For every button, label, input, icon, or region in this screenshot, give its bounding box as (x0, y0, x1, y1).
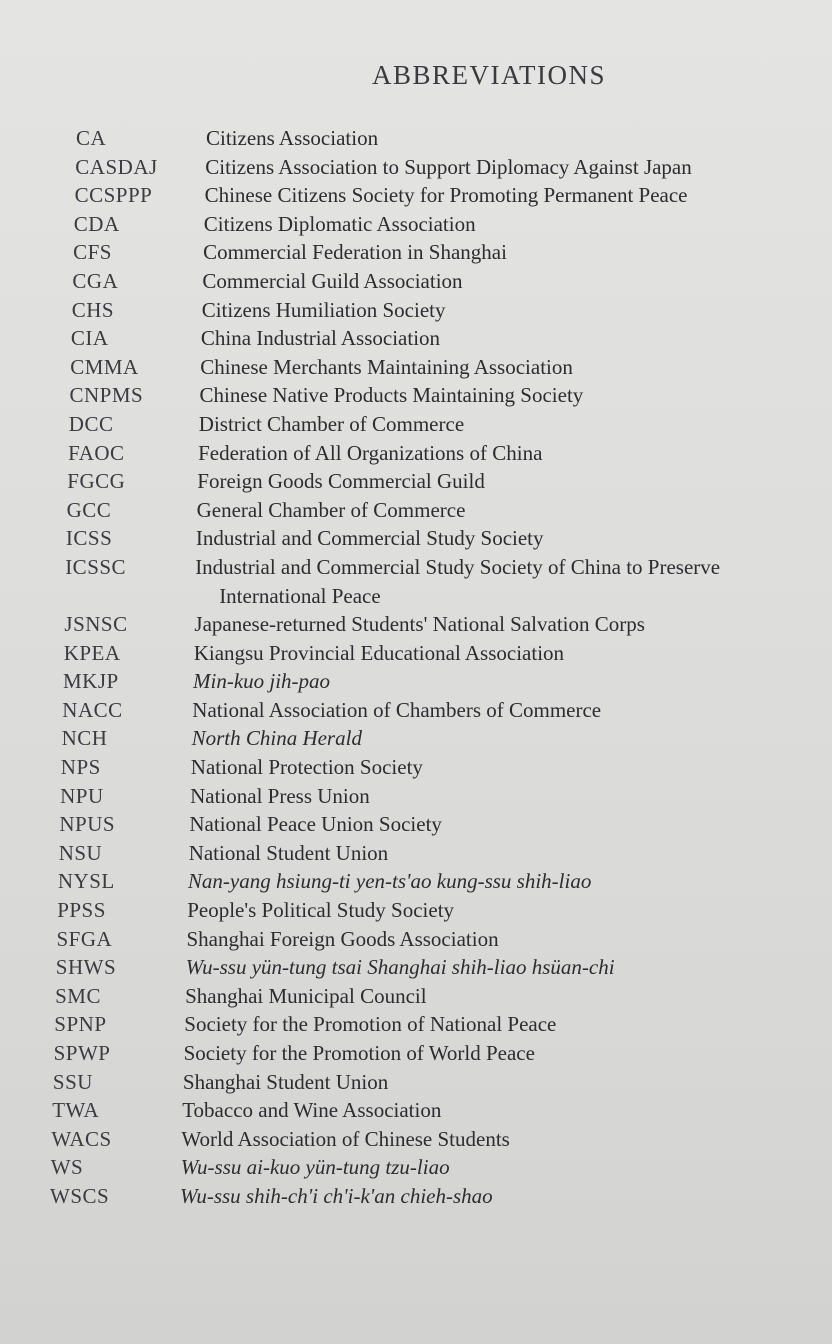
abbreviation-definition: Chinese Native Products Maintaining Society (199, 383, 584, 408)
abbreviation-term: SSU (52, 1069, 93, 1094)
abbreviation-entry (0, 953, 832, 982)
abbreviation-entry (0, 1010, 832, 1039)
abbreviation-term: ICSSC (65, 554, 127, 579)
abbreviation-entry (0, 524, 832, 553)
abbreviation-definition: Shanghai Municipal Council (185, 983, 427, 1008)
abbreviation-term: CMMA (70, 354, 139, 379)
abbreviation-term: SFGA (56, 926, 113, 951)
abbreviation-definition: Citizens Association to Support Diplomacy Against Japan (205, 154, 692, 179)
abbreviation-term: WACS (51, 1126, 112, 1151)
abbreviation-definition: Citizens Diplomatic Association (203, 211, 476, 236)
abbreviation-entry (0, 353, 832, 382)
abbreviation-entry (0, 982, 832, 1011)
abbreviation-entry (0, 296, 832, 325)
abbreviation-definition: Shanghai Student Union (182, 1069, 389, 1094)
abbreviation-definition: Wu-ssu ai-kuo yün-tung tzu-liao (180, 1155, 450, 1180)
abbreviation-term: NACC (62, 697, 123, 722)
abbreviation-definition: Wu-ssu shih-ch'i ch'i-k'an chieh-shao (180, 1183, 493, 1208)
abbreviation-entry (0, 839, 832, 868)
abbreviation-definition: China Industrial Association (200, 326, 441, 351)
abbreviation-definition: Citizens Association (206, 126, 379, 150)
abbreviation-term: CDA (73, 211, 120, 236)
abbreviation-definition: District Chamber of Commerce (198, 411, 465, 436)
abbreviation-definition: Tobacco and Wine Association (182, 1098, 442, 1123)
abbreviation-term: SMC (55, 983, 101, 1008)
abbreviation-definition: Wu-ssu yün-tung tsai Shanghai shih-liao hsüan-chi (185, 955, 615, 980)
abbreviation-definition: Chinese Citizens Society for Promoting Permanent Peace (204, 183, 688, 208)
abbreviation-definition: Commercial Federation in Shanghai (203, 240, 507, 265)
abbreviation-term: WSCS (50, 1183, 110, 1208)
abbreviation-entry (0, 210, 832, 239)
abbreviation-entry (0, 1096, 832, 1125)
abbreviation-definition: Min-kuo jih-pao (193, 669, 331, 694)
abbreviation-term: NPS (60, 755, 101, 780)
abbreviation-term: DCC (68, 411, 114, 436)
abbreviation-entry (0, 782, 832, 811)
abbreviation-term: WS (50, 1155, 84, 1180)
abbreviation-term: GCC (66, 497, 112, 522)
abbreviation-definition: Federation of All Organizations of China (198, 440, 543, 465)
abbreviation-entry (0, 238, 832, 267)
abbreviation-term: NSU (58, 840, 103, 865)
abbreviation-definition: Kiangsu Provincial Educational Association (193, 640, 565, 665)
abbreviation-entry (0, 696, 832, 725)
abbreviation-entry (0, 667, 832, 696)
abbreviation-entry (0, 439, 832, 468)
abbreviation-entry (0, 724, 832, 753)
abbreviation-entry (0, 1182, 832, 1211)
abbreviation-term: NPU (60, 783, 104, 808)
abbreviation-term: SPNP (54, 1012, 107, 1037)
abbreviation-term: TWA (52, 1098, 100, 1123)
page-title: ABBREVIATIONS (372, 60, 607, 90)
abbreviation-entry (0, 1068, 832, 1097)
abbreviation-entry (0, 410, 832, 439)
abbreviation-entry (0, 267, 832, 296)
abbreviation-entry (0, 153, 832, 182)
abbreviation-definition: National Peace Union Society (189, 812, 442, 837)
abbreviation-definition: North China Herald (191, 726, 362, 751)
abbreviation-definition: World Association of Chinese Students (181, 1126, 510, 1151)
abbreviation-entry (0, 1125, 832, 1154)
abbreviation-term: SHWS (55, 955, 117, 980)
abbreviation-definition: Society for the Promotion of National Peace (184, 1012, 557, 1037)
abbreviation-entry (0, 639, 832, 668)
abbreviation-term: CA (76, 126, 107, 150)
definition-line: Industrial and Commercial Study Society of China to Preserve (195, 554, 721, 579)
abbreviation-entry (0, 324, 832, 353)
abbreviation-list (0, 124, 832, 1211)
abbreviation-term: CCSPPP (74, 183, 153, 208)
abbreviation-entry (0, 496, 832, 525)
abbreviation-definition: Japanese-returned Students' National Salvation Corps (194, 612, 645, 637)
abbreviation-term: ICSS (65, 526, 113, 551)
abbreviation-definition: Chinese Merchants Maintaining Association (200, 354, 573, 379)
abbreviation-entry (0, 610, 832, 639)
abbreviation-entry (0, 124, 832, 153)
abbreviation-definition (195, 553, 832, 610)
abbreviation-entry (0, 925, 832, 954)
abbreviation-entry (0, 810, 832, 839)
abbreviation-definition: Commercial Guild Association (202, 268, 463, 293)
abbreviation-term: FAOC (68, 440, 125, 465)
abbreviation-term: CHS (71, 297, 115, 322)
abbreviation-definition: Shanghai Foreign Goods Association (186, 926, 499, 951)
abbreviation-definition: Foreign Goods Commercial Guild (197, 469, 485, 494)
abbreviation-term: PPSS (57, 898, 106, 923)
abbreviation-definition: National Press Union (190, 783, 370, 808)
abbreviation-term: NPUS (59, 812, 116, 837)
abbreviation-entry (0, 467, 832, 496)
definition-continuation: International Peace (219, 583, 381, 608)
abbreviation-term: FGCG (67, 469, 126, 494)
abbreviation-definition: Citizens Humiliation Society (201, 297, 446, 322)
abbreviation-term: CGA (72, 268, 119, 293)
abbreviation-term: CASDAJ (75, 154, 158, 179)
abbreviation-entry (0, 1153, 832, 1182)
abbreviation-definition: General Chamber of Commerce (196, 497, 466, 522)
abbreviation-definition: National Student Union (188, 840, 389, 865)
abbreviation-term: NCH (61, 726, 108, 751)
abbreviation-term: CNPMS (69, 383, 144, 408)
abbreviation-term: MKJP (63, 669, 119, 694)
abbreviation-term: KPEA (63, 640, 121, 665)
abbreviation-entry (0, 553, 832, 610)
abbreviation-term: NYSL (57, 869, 115, 894)
abbreviation-term: CFS (73, 240, 112, 265)
abbreviation-term: JSNSC (64, 612, 128, 637)
abbreviation-term: SPWP (53, 1041, 111, 1065)
abbreviation-entry (0, 381, 832, 410)
abbreviation-entry (0, 896, 832, 925)
abbreviation-definition: Society for the Promotion of World Peace (183, 1041, 535, 1065)
abbreviation-entry (0, 867, 832, 896)
abbreviation-definition: People's Political Study Society (187, 898, 455, 923)
abbreviation-entry (0, 1039, 832, 1068)
abbreviation-definition: National Protection Society (190, 755, 423, 780)
abbreviation-definition: Industrial and Commercial Study Society (195, 526, 544, 551)
abbreviation-term: CIA (70, 326, 109, 351)
abbreviation-entry (0, 753, 832, 782)
abbreviation-definition: National Association of Chambers of Commerce (192, 697, 602, 722)
abbreviation-definition: Nan-yang hsiung-ti yen-ts'ao kung-ssu shih-liao (187, 869, 592, 894)
abbreviation-entry (0, 181, 832, 210)
